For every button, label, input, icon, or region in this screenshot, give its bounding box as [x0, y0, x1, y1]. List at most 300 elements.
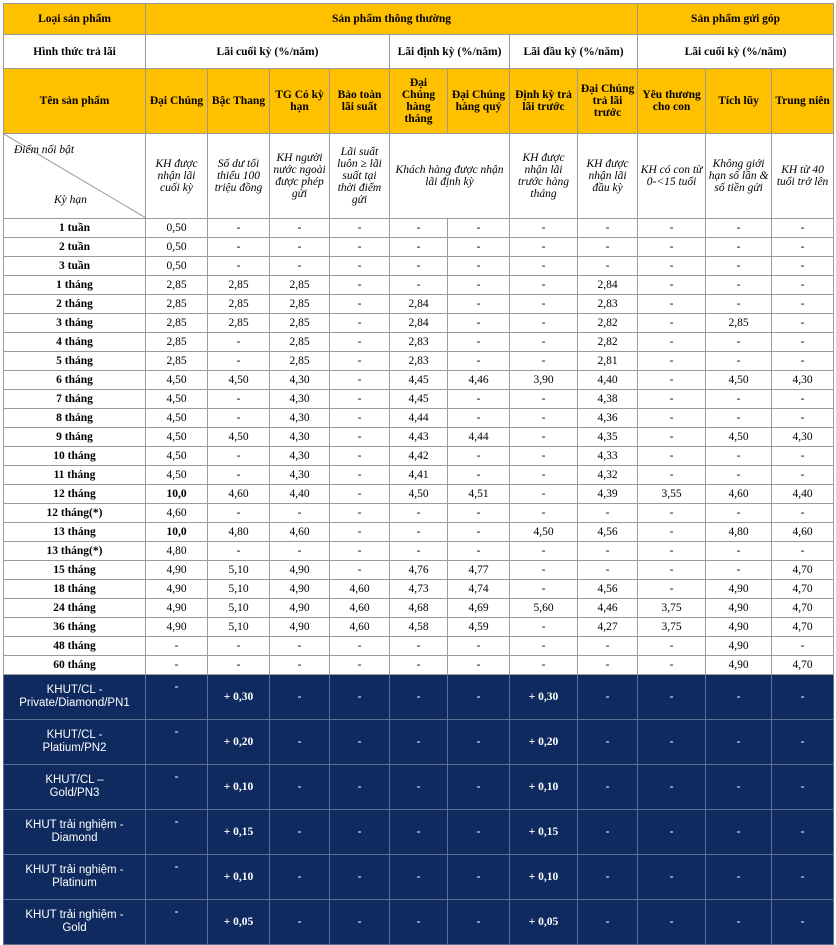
rate-cell: 4,90 — [706, 580, 772, 599]
rate-cell: 4,30 — [270, 371, 330, 390]
header-row-features — [4, 134, 834, 219]
rate-cell: 4,30 — [270, 428, 330, 447]
bonus-rate-cell: - — [390, 675, 448, 720]
rate-cell: - — [208, 466, 270, 485]
rate-cell: - — [510, 428, 578, 447]
rate-cell: 4,46 — [448, 371, 510, 390]
rate-cell: - — [772, 542, 834, 561]
feature-cell: KH được nhận lãi trước hàng tháng — [510, 134, 578, 219]
rate-cell: 2,85 — [270, 314, 330, 333]
bonus-rate-cell: - — [638, 900, 706, 945]
rate-row — [4, 276, 834, 295]
rate-cell: - — [208, 447, 270, 466]
rate-cell: - — [706, 276, 772, 295]
product-name-cell: Đại Chúng hàng tháng — [390, 69, 448, 134]
bonus-rate-cell: - — [330, 720, 390, 765]
rate-cell: - — [510, 314, 578, 333]
customer-tier-line-1: KHUT trải nghiệm - — [25, 819, 124, 831]
rate-cell: 4,44 — [448, 428, 510, 447]
rate-cell: 2,84 — [578, 276, 638, 295]
rate-cell: - — [772, 352, 834, 371]
rate-cell: - — [772, 219, 834, 238]
rate-cell: 4,50 — [146, 466, 208, 485]
rate-row — [4, 599, 834, 618]
rate-cell: 2,85 — [706, 314, 772, 333]
customer-tier-label — [4, 720, 146, 765]
rate-cell: - — [146, 637, 208, 656]
rate-cell: 4,90 — [146, 580, 208, 599]
rate-row — [4, 523, 834, 542]
bonus-rate-cell: + 0,10 — [510, 765, 578, 810]
rate-cell: - — [448, 656, 510, 675]
rate-cell: 2,84 — [390, 295, 448, 314]
rate-cell: - — [448, 333, 510, 352]
rate-cell: 4,90 — [146, 618, 208, 637]
rate-cell: - — [448, 219, 510, 238]
rate-cell: - — [638, 637, 706, 656]
term-cell: 13 tháng — [4, 523, 146, 542]
end-term-interest-header: Lãi cuối kỳ (%/năm) — [146, 35, 390, 69]
upfront-interest-header: Lãi đầu kỳ (%/năm) — [510, 35, 638, 69]
rate-cell: - — [270, 656, 330, 675]
rate-cell: - — [330, 390, 390, 409]
term-cell: 18 tháng — [4, 580, 146, 599]
rate-cell: - — [330, 314, 390, 333]
rate-row — [4, 561, 834, 580]
rate-cell: - — [638, 257, 706, 276]
rate-row — [4, 219, 834, 238]
bonus-rate-cell: - — [706, 855, 772, 900]
bonus-rate-cell: - — [706, 810, 772, 855]
bonus-rate-cell: - — [330, 765, 390, 810]
product-name-label: Tên sản phẩm — [4, 69, 146, 134]
bonus-rate-cell: - — [270, 900, 330, 945]
rate-cell: 4,90 — [270, 618, 330, 637]
rate-cell: 4,90 — [706, 618, 772, 637]
bonus-rate-cell: - — [390, 900, 448, 945]
rate-cell: - — [270, 257, 330, 276]
rate-cell: 4,90 — [706, 637, 772, 656]
rate-cell: - — [330, 561, 390, 580]
customer-tier-line-2: Gold/PN3 — [49, 787, 100, 799]
rate-cell: - — [208, 637, 270, 656]
term-cell: 7 tháng — [4, 390, 146, 409]
rate-cell: - — [510, 390, 578, 409]
rate-cell: - — [510, 238, 578, 257]
rate-cell: - — [578, 504, 638, 523]
rate-cell: 4,41 — [390, 466, 448, 485]
rate-cell: 4,90 — [270, 580, 330, 599]
bonus-rate-cell: + 0,05 — [208, 900, 270, 945]
rate-cell: - — [448, 542, 510, 561]
rate-cell: 4,40 — [578, 371, 638, 390]
rate-cell: - — [706, 409, 772, 428]
feature-cell: KH được nhận lãi cuối kỳ — [146, 134, 208, 219]
header-row-payment-method — [4, 35, 834, 69]
rate-cell: 4,80 — [706, 523, 772, 542]
rate-cell: - — [330, 257, 390, 276]
rate-cell: 4,90 — [706, 656, 772, 675]
rate-cell: - — [208, 352, 270, 371]
rate-cell: - — [510, 485, 578, 504]
rate-cell: - — [330, 352, 390, 371]
customer-tier-line-2: Private/Diamond/PN1 — [19, 697, 130, 709]
rate-cell: 4,60 — [208, 485, 270, 504]
bonus-row — [4, 720, 834, 765]
rate-cell: 4,56 — [578, 523, 638, 542]
bonus-rate-cell: - — [270, 675, 330, 720]
rate-cell: - — [448, 390, 510, 409]
bonus-rate-cell: - — [448, 720, 510, 765]
feature-cell: KH được nhận lãi đầu kỳ — [578, 134, 638, 219]
bonus-rate-cell: - — [638, 720, 706, 765]
rate-cell: - — [578, 219, 638, 238]
rate-cell: 4,45 — [390, 390, 448, 409]
bonus-rate-cell: - — [146, 810, 208, 855]
term-cell: 2 tuần — [4, 238, 146, 257]
regular-products-header: Sản phẩm thông thường — [146, 4, 638, 35]
rate-cell: 4,50 — [706, 428, 772, 447]
customer-tier-line-1: KHUT trải nghiệm - — [25, 864, 124, 876]
interest-rate-table — [3, 3, 834, 945]
highlight-label: Điểm nổi bật — [14, 144, 75, 156]
rate-cell: 2,83 — [390, 352, 448, 371]
product-name-cell: Định kỳ trả lãi trước — [510, 69, 578, 134]
rate-cell: 4,74 — [448, 580, 510, 599]
customer-tier-line-2: Diamond — [51, 832, 98, 844]
rate-cell: - — [330, 295, 390, 314]
rate-cell: 4,80 — [146, 542, 208, 561]
rate-cell: - — [638, 333, 706, 352]
customer-tier-label — [4, 675, 146, 720]
bonus-rate-cell: - — [390, 765, 448, 810]
table-body — [4, 4, 834, 945]
customer-tier-line-2: Platium/PN2 — [42, 742, 107, 754]
rate-cell: - — [510, 466, 578, 485]
rate-cell: 0,50 — [146, 219, 208, 238]
customer-tier-line-1: KHUT/CL - — [46, 684, 103, 696]
bonus-rate-cell: - — [706, 675, 772, 720]
term-cell: 8 tháng — [4, 409, 146, 428]
rate-cell: 4,70 — [772, 656, 834, 675]
term-cell: 4 tháng — [4, 333, 146, 352]
rate-cell: - — [578, 238, 638, 257]
rate-row — [4, 371, 834, 390]
bonus-rate-cell: - — [448, 765, 510, 810]
rate-cell: 4,30 — [270, 409, 330, 428]
rate-cell: 4,44 — [390, 409, 448, 428]
product-name-cell: Yêu thương cho con — [638, 69, 706, 134]
rate-cell: - — [448, 466, 510, 485]
rate-cell: - — [330, 523, 390, 542]
rate-cell: - — [772, 333, 834, 352]
rate-cell: - — [638, 561, 706, 580]
rate-cell: - — [578, 656, 638, 675]
rate-cell: - — [390, 238, 448, 257]
bonus-rate-cell: - — [638, 855, 706, 900]
rate-cell: - — [638, 428, 706, 447]
feature-cell: Khách hàng được nhận lãi định kỳ — [390, 134, 510, 219]
header-row-product-type — [4, 4, 834, 35]
rate-cell: - — [638, 219, 706, 238]
rate-cell: 5,60 — [510, 599, 578, 618]
bonus-rate-cell: - — [772, 810, 834, 855]
rate-cell: - — [578, 561, 638, 580]
rate-cell: - — [772, 295, 834, 314]
feature-cell: Lãi suất luôn ≥ lãi suất tại thời điểm gửi — [330, 134, 390, 219]
rate-cell: - — [390, 257, 448, 276]
customer-tier-label — [4, 810, 146, 855]
rate-cell: 10,0 — [146, 485, 208, 504]
term-cell: 48 tháng — [4, 637, 146, 656]
rate-cell: - — [270, 219, 330, 238]
rate-cell: 4,60 — [330, 580, 390, 599]
bonus-rate-cell: - — [638, 765, 706, 810]
rate-cell: 4,45 — [390, 371, 448, 390]
term-cell: 3 tháng — [4, 314, 146, 333]
bonus-rate-cell: - — [270, 720, 330, 765]
bonus-row — [4, 765, 834, 810]
rate-cell: - — [772, 637, 834, 656]
rate-cell: 4,60 — [146, 504, 208, 523]
rate-cell: 4,50 — [208, 428, 270, 447]
bonus-rate-cell: - — [146, 900, 208, 945]
rate-cell: - — [706, 447, 772, 466]
rate-cell: - — [448, 447, 510, 466]
product-name-cell: Đại Chúng — [146, 69, 208, 134]
customer-tier-line-1: KHUT trải nghiệm - — [25, 909, 124, 921]
rate-cell: - — [510, 580, 578, 599]
rate-cell: - — [270, 542, 330, 561]
bonus-rate-cell: - — [578, 675, 638, 720]
rate-cell: - — [448, 295, 510, 314]
rate-cell: - — [510, 561, 578, 580]
rate-cell: 4,50 — [146, 371, 208, 390]
term-cell: 1 tháng — [4, 276, 146, 295]
bonus-rate-cell: + 0,20 — [510, 720, 578, 765]
product-name-cell: TG Có kỳ hạn — [270, 69, 330, 134]
term-cell: 9 tháng — [4, 428, 146, 447]
rate-cell: 2,82 — [578, 333, 638, 352]
rate-cell: - — [330, 371, 390, 390]
rate-cell: - — [706, 238, 772, 257]
savings-products-header: Sản phẩm gửi góp — [638, 4, 834, 35]
rate-cell: - — [330, 542, 390, 561]
rate-cell: 3,55 — [638, 485, 706, 504]
rate-cell: 2,85 — [146, 276, 208, 295]
rate-row — [4, 333, 834, 352]
rate-cell: 4,80 — [208, 523, 270, 542]
bonus-rate-cell: - — [270, 765, 330, 810]
rate-cell: - — [448, 238, 510, 257]
rate-cell: 4,90 — [146, 561, 208, 580]
rate-cell: - — [772, 504, 834, 523]
rate-cell: - — [330, 428, 390, 447]
product-name-cell: Bảo toàn lãi suất — [330, 69, 390, 134]
bonus-rate-cell: + 0,15 — [208, 810, 270, 855]
rate-cell: - — [330, 333, 390, 352]
term-cell: 12 tháng — [4, 485, 146, 504]
rate-cell: - — [772, 466, 834, 485]
bonus-rate-cell: - — [706, 765, 772, 810]
rate-cell: - — [390, 276, 448, 295]
rate-cell: 4,50 — [208, 371, 270, 390]
feature-cell: Không giới hạn số lần & số tiền gửi — [706, 134, 772, 219]
term-label: Kỳ hạn — [54, 194, 87, 206]
rate-cell: 5,10 — [208, 618, 270, 637]
rate-cell: - — [706, 352, 772, 371]
rate-cell: - — [706, 466, 772, 485]
rate-cell: 4,40 — [270, 485, 330, 504]
feature-term-diagonal-cell — [4, 134, 146, 219]
rate-cell: 4,56 — [578, 580, 638, 599]
rate-cell: - — [510, 618, 578, 637]
feature-cell: KH người nước ngoài được phép gửi — [270, 134, 330, 219]
rate-cell: - — [448, 523, 510, 542]
feature-cell: Số dư tối thiểu 100 triệu đồng — [208, 134, 270, 219]
bonus-rate-cell: - — [146, 720, 208, 765]
rate-cell: - — [638, 371, 706, 390]
rate-cell: 4,30 — [270, 390, 330, 409]
bonus-rate-cell: + 0,30 — [510, 675, 578, 720]
bonus-rate-cell: - — [772, 900, 834, 945]
rate-cell: - — [638, 580, 706, 599]
rate-cell: 4,50 — [146, 409, 208, 428]
rate-cell: 4,90 — [706, 599, 772, 618]
rate-cell: - — [638, 523, 706, 542]
savings-end-term-interest-header: Lãi cuối kỳ (%/năm) — [638, 35, 834, 69]
rate-cell: - — [510, 352, 578, 371]
bonus-row — [4, 675, 834, 720]
rate-cell: 4,33 — [578, 447, 638, 466]
bonus-rate-cell: - — [330, 810, 390, 855]
bonus-rate-cell: + 0,30 — [208, 675, 270, 720]
term-cell: 2 tháng — [4, 295, 146, 314]
rate-cell: - — [330, 466, 390, 485]
rate-cell: 2,85 — [270, 352, 330, 371]
rate-cell: 2,85 — [146, 295, 208, 314]
rate-cell: - — [330, 219, 390, 238]
rate-cell: - — [208, 409, 270, 428]
rate-cell: 4,68 — [390, 599, 448, 618]
bonus-rate-cell: + 0,15 — [510, 810, 578, 855]
rate-cell: 4,59 — [448, 618, 510, 637]
bonus-row — [4, 855, 834, 900]
product-name-cell: Đại Chúng hàng quý — [448, 69, 510, 134]
customer-tier-line-2: Platinum — [52, 877, 97, 889]
term-cell: 60 tháng — [4, 656, 146, 675]
rate-row — [4, 580, 834, 599]
rate-cell: - — [706, 390, 772, 409]
rate-cell: - — [638, 352, 706, 371]
rate-cell: - — [390, 219, 448, 238]
rate-cell: 5,10 — [208, 561, 270, 580]
bonus-rate-cell: - — [706, 900, 772, 945]
product-name-cell: Bậc Thang — [208, 69, 270, 134]
rate-cell: 4,35 — [578, 428, 638, 447]
rate-cell: - — [638, 314, 706, 333]
rate-cell: 4,32 — [578, 466, 638, 485]
bonus-rate-cell: + 0,10 — [208, 855, 270, 900]
rate-cell: 4,43 — [390, 428, 448, 447]
product-type-label: Loại sản phẩm — [4, 4, 146, 35]
bonus-rate-cell: - — [146, 765, 208, 810]
bonus-rate-cell: - — [448, 900, 510, 945]
rate-cell: 2,83 — [578, 295, 638, 314]
rate-cell: - — [772, 276, 834, 295]
rate-cell: - — [448, 504, 510, 523]
bonus-rate-cell: - — [578, 810, 638, 855]
rate-cell: 2,85 — [270, 333, 330, 352]
rate-cell: 4,38 — [578, 390, 638, 409]
rate-cell: - — [330, 504, 390, 523]
bonus-rate-cell: - — [448, 810, 510, 855]
rate-cell: - — [330, 656, 390, 675]
rate-cell: - — [146, 656, 208, 675]
bonus-rate-cell: + 0,10 — [208, 765, 270, 810]
rate-cell: - — [510, 409, 578, 428]
rate-cell: - — [638, 409, 706, 428]
term-cell: 13 tháng(*) — [4, 542, 146, 561]
bonus-rate-cell: - — [706, 720, 772, 765]
rate-cell: - — [208, 390, 270, 409]
rate-cell: - — [578, 257, 638, 276]
rate-cell: - — [510, 504, 578, 523]
rate-cell: 4,50 — [510, 523, 578, 542]
rate-cell: - — [706, 333, 772, 352]
rate-cell: 4,76 — [390, 561, 448, 580]
rate-cell: 4,50 — [146, 390, 208, 409]
rate-row — [4, 295, 834, 314]
rate-cell: - — [638, 466, 706, 485]
rate-cell: - — [578, 542, 638, 561]
bonus-rate-cell: - — [772, 675, 834, 720]
rate-cell: 4,30 — [270, 447, 330, 466]
customer-tier-line-2: Gold — [62, 922, 87, 934]
rate-cell: 4,50 — [390, 485, 448, 504]
bonus-rate-cell: - — [578, 855, 638, 900]
rate-cell: - — [772, 409, 834, 428]
rate-row — [4, 314, 834, 333]
rate-cell: - — [510, 447, 578, 466]
rate-cell: 4,40 — [772, 485, 834, 504]
customer-tier-line-1: KHUT/CL – — [45, 774, 104, 786]
rate-row — [4, 485, 834, 504]
rate-cell: - — [706, 561, 772, 580]
bonus-rate-cell: - — [772, 765, 834, 810]
rate-cell: - — [578, 637, 638, 656]
rate-cell: - — [510, 276, 578, 295]
bonus-rate-cell: - — [578, 720, 638, 765]
rate-cell: - — [772, 447, 834, 466]
bonus-rate-cell: + 0,20 — [208, 720, 270, 765]
customer-tier-label — [4, 765, 146, 810]
rate-cell: - — [330, 409, 390, 428]
rate-cell: 4,42 — [390, 447, 448, 466]
rate-row — [4, 466, 834, 485]
rate-cell: 2,81 — [578, 352, 638, 371]
rate-cell: 2,82 — [578, 314, 638, 333]
rate-cell: - — [330, 276, 390, 295]
rate-cell: 4,70 — [772, 561, 834, 580]
rate-cell: - — [208, 656, 270, 675]
header-row-product-names — [4, 69, 834, 134]
rate-cell: - — [772, 238, 834, 257]
rate-cell: 4,51 — [448, 485, 510, 504]
rate-cell: 2,84 — [390, 314, 448, 333]
rate-cell: - — [638, 390, 706, 409]
bonus-rate-cell: - — [448, 855, 510, 900]
